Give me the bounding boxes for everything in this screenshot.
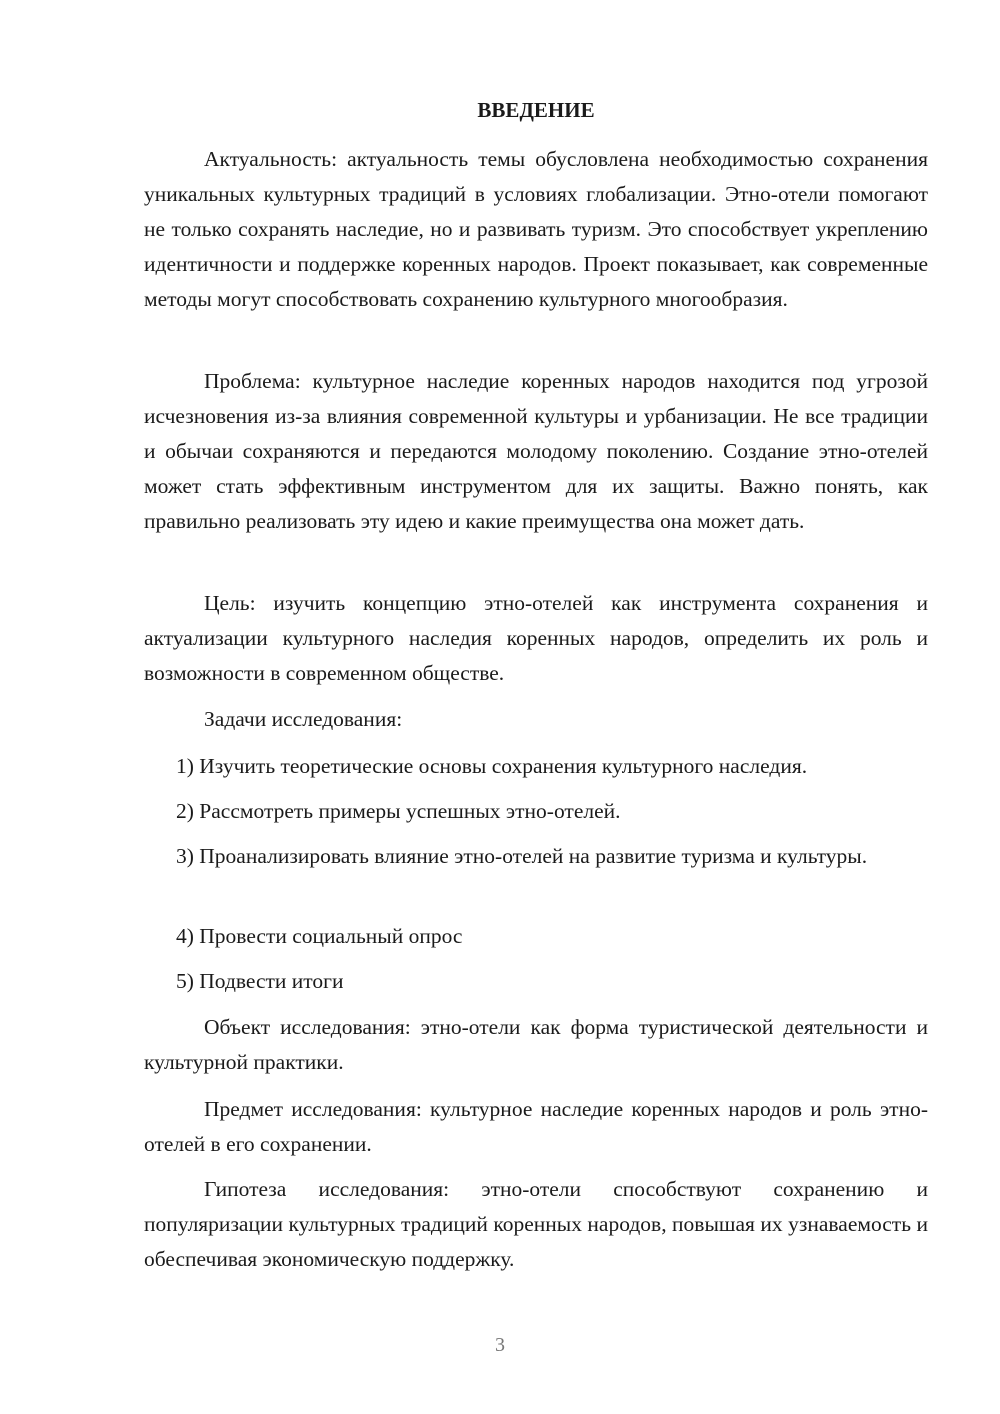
tasks-heading: Задачи исследования:: [204, 707, 403, 731]
task-item-2: 2) Рассмотреть примеры успешных этно-отелей.: [176, 799, 621, 823]
object-paragraph: Объект исследования: этно-отели как форма туристической деятельности и культурной практики.: [144, 1015, 928, 1074]
task-item-5: 5) Подвести итоги: [176, 969, 344, 993]
task-item-4: 4) Провести социальный опрос: [176, 924, 463, 948]
page-number: 3: [495, 1334, 505, 1356]
page-title: ВВЕДЕНИЕ: [477, 98, 595, 122]
subject-paragraph: Предмет исследования: культурное наследие коренных народов и роль этно-отелей в его сохранении.: [144, 1097, 928, 1156]
task-item-1: 1) Изучить теоретические основы сохранения культурного наследия.: [176, 754, 808, 778]
hypothesis-paragraph: Гипотеза исследования: этно-отели способствуют сохранению и популяризации культурных традиций коренных народов, повышая их узнаваемость и обеспечивая экономическую поддержку.: [144, 1177, 928, 1271]
task-item-3: 3) Проанализировать влияние этно-отелей на развитие туризма и культуры.: [176, 844, 868, 868]
goal-paragraph: Цель: изучить концепцию этно-отелей как инструмента сохранения и актуализации культурного наследия коренных народов, определить их роль и возможности в современном обществе.: [144, 591, 928, 685]
relevance-paragraph: Актуальность: актуальность темы обусловлена необходимостью сохранения уникальных культурных традиций в условиях глобализации. Этно-отели помогают не только сохранять наследие, но и развивать туризм. Это способствует укреплению идентичности и поддержке коренных народов. Проект показывает, как современные методы могут способствовать сохранению культурного многообразия.: [144, 147, 928, 311]
problem-paragraph: Проблема: культурное наследие коренных народов находится под угрозой исчезновения из-за влияния современной культуры и урбанизации. Не все традиции и обычаи сохраняются и передаются молодому поколению. Создание этно-отелей может стать эффективным инструментом для их защиты. Важно понять, как правильно реализовать эту идею и какие преимущества она может дать.: [144, 369, 928, 533]
